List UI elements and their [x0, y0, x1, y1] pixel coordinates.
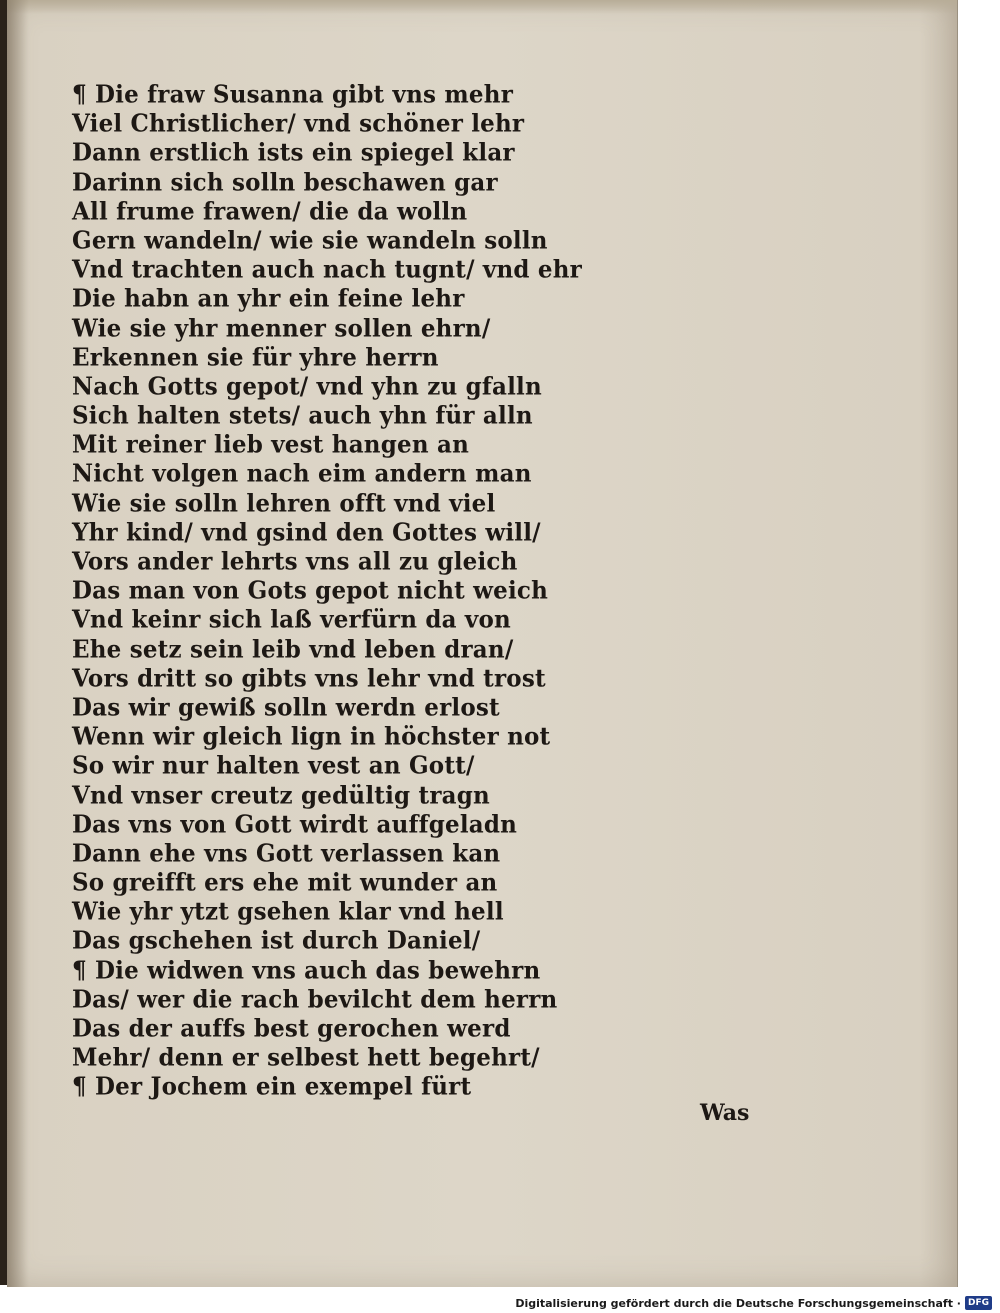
verse-line: So wir nur halten vest an Gott/	[72, 751, 475, 780]
verse-line: ¶ Die fraw Susanna gibt vns mehr	[72, 80, 514, 109]
verse-line: Vnd trachten auch nach tugnt/ vnd ehr	[72, 255, 582, 284]
verse-line: Sich halten stets/ auch yhn für alln	[72, 401, 533, 430]
verse-line: Das man von Gots gepot nicht weich	[72, 576, 549, 605]
verse-line: Wie sie yhr menner sollen ehrn/	[72, 313, 491, 343]
catchword: Was	[700, 1100, 750, 1126]
verse-line: Das vns von Gott wirdt auffgeladn	[72, 810, 518, 839]
dfg-logo-icon: DFG	[965, 1296, 992, 1310]
verse-line: Vors ander lehrts vns all zu gleich	[72, 547, 518, 576]
credit-text: Digitalisierung gefördert durch die Deutsche Forschungsgemeinschaft ·	[515, 1296, 961, 1310]
verse-line: Yhr kind/ vnd gsind den Gottes will/	[72, 518, 541, 547]
digitization-credit	[515, 1296, 992, 1310]
verse-line: Das/ wer die rach bevilcht dem herrn	[72, 985, 558, 1014]
verse-line: Die habn an yhr ein feine lehr	[72, 284, 465, 313]
verse-line: Nach Gotts gepot/ vnd yhn zu gfalln	[72, 372, 542, 401]
verse-line: Viel Christlicher/ vnd schöner lehr	[72, 109, 525, 138]
verse-line: Wie sie solln lehren offt vnd viel	[72, 488, 496, 518]
verse-line: Das der auffs best gerochen werd	[72, 1014, 511, 1043]
verse-line: Darinn sich solln beschawen gar	[72, 167, 498, 197]
verse-line: Vnd vnser creutz gedültig tragn	[72, 780, 490, 810]
verse-line: Das wir gewiß solln werdn erlost	[72, 693, 500, 722]
verse-text-block	[72, 80, 632, 1102]
verse-line: Mehr/ denn er selbest hett begehrt/	[72, 1043, 540, 1072]
verse-line: Vnd keinr sich laß verfürn da von	[72, 605, 511, 635]
verse-line: So greifft ers ehe mit wunder an	[72, 868, 498, 897]
verse-line: Dann erstlich ists ein spiegel klar	[72, 138, 515, 168]
verse-line: Das gschehen ist durch Daniel/	[72, 926, 481, 956]
verse-line: ¶ Der Jochem ein exempel fürt	[72, 1072, 472, 1102]
verse-line: All frume frawen/ die da wolln	[72, 197, 468, 226]
verse-line: Mit reiner lieb vest hangen an	[72, 430, 469, 459]
verse-line: Gern wandeln/ wie sie wandeln solln	[72, 226, 548, 255]
verse-line: Erkennen sie für yhre herrn	[72, 343, 439, 372]
verse-line: Wie yhr ytzt gsehen klar vnd hell	[72, 897, 504, 926]
verse-line: ¶ Die widwen vns auch das bewehrn	[72, 955, 541, 985]
verse-line: Vors dritt so gibts vns lehr vnd trost	[72, 664, 546, 693]
verse-line: Ehe setz sein leib vnd leben dran/	[72, 634, 514, 664]
verse-line: Nicht volgen nach eim andern man	[72, 459, 532, 489]
verse-line: Wenn wir gleich lign in höchster not	[72, 722, 551, 751]
verse-line: Dann ehe vns Gott verlassen kan	[72, 839, 501, 868]
gutter-shadow	[7, 0, 29, 1287]
